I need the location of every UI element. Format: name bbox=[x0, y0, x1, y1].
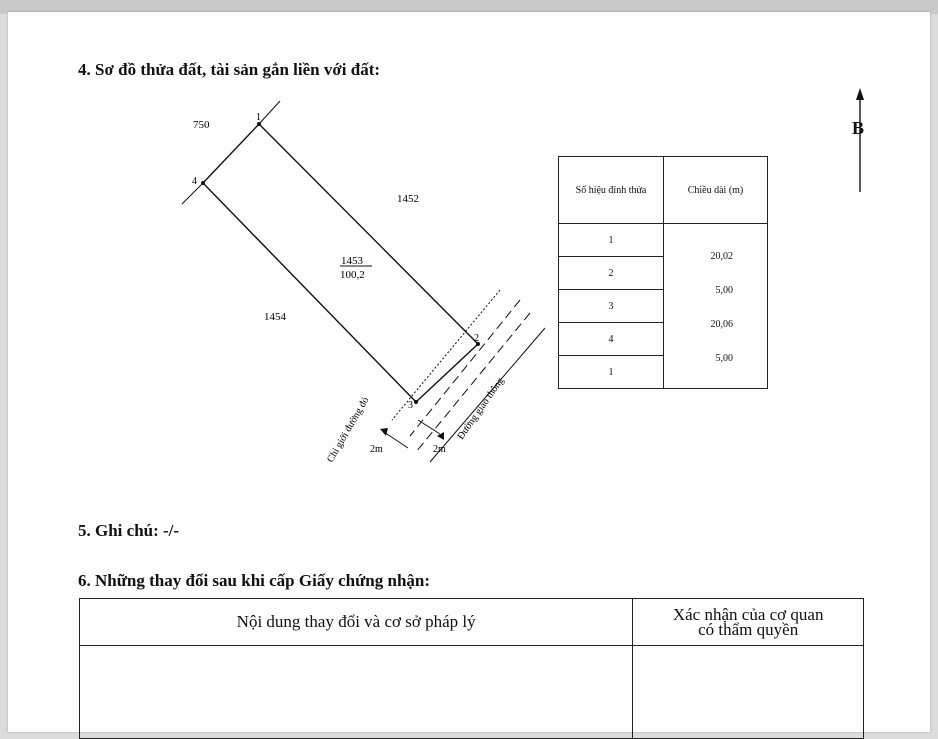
offset-arrow bbox=[380, 428, 388, 436]
parcel-edge-2-3 bbox=[416, 344, 478, 402]
offset-label-right: 2m bbox=[433, 444, 446, 455]
length-column bbox=[664, 224, 768, 389]
north-label: B bbox=[852, 118, 865, 138]
parcel-label-ne: 1452 bbox=[397, 193, 419, 205]
vertex-length-table bbox=[558, 156, 768, 389]
vertex-dot bbox=[414, 400, 418, 404]
parcel-id: 1453 bbox=[341, 255, 363, 267]
vertex-label-4: 4 bbox=[192, 176, 197, 187]
length-value: 20,02 bbox=[710, 251, 733, 262]
section-4-heading: 4. Sơ đồ thửa đất, tài sản gắn liền với đất: bbox=[78, 60, 381, 79]
vertex-cell: 4 bbox=[559, 323, 664, 356]
length-value: 5,00 bbox=[715, 353, 733, 364]
vertex-cell: 3 bbox=[559, 290, 664, 323]
vertex-cell: 1 bbox=[559, 224, 664, 257]
section-5-heading: 5. Ghi chú: -/- bbox=[78, 521, 180, 540]
length-header: Chiều dài (m) bbox=[664, 157, 768, 224]
parcel-label-nw: 750 bbox=[193, 119, 210, 131]
changes-confirmation-cell bbox=[633, 646, 864, 739]
changes-col-content: Nội dung thay đổi và cơ sở pháp lý bbox=[80, 599, 633, 646]
vertex-header: Số hiệu đỉnh thửa bbox=[559, 157, 664, 224]
offset-line bbox=[384, 432, 408, 448]
vertex-dot bbox=[201, 181, 205, 185]
offset-label-left: 2m bbox=[370, 444, 383, 455]
changes-content-cell bbox=[80, 646, 633, 739]
vertex-cell: 2 bbox=[559, 257, 664, 290]
parcel-area: 100,2 bbox=[340, 269, 365, 281]
vertex-label-3: 3 bbox=[408, 400, 413, 411]
vertex-label-2: 2 bbox=[474, 333, 479, 344]
red-boundary-label: Chỉ giới đường đỏ bbox=[325, 395, 372, 465]
confirmation-line-1: Xác nhận của cơ quan bbox=[672, 605, 824, 624]
road-label: Đường giao thông bbox=[455, 375, 507, 442]
vertex-cell: 1 bbox=[559, 356, 664, 389]
road-line bbox=[416, 313, 530, 452]
changes-table bbox=[79, 598, 864, 739]
confirmation-line-2: có thẩm quyền bbox=[698, 620, 799, 639]
extension-line bbox=[259, 101, 280, 124]
parcel-label-sw: 1454 bbox=[264, 311, 286, 323]
parcel-edge-3-4 bbox=[203, 183, 416, 402]
section-6-heading: 6. Những thay đổi sau khi cấp Giấy chứng nhận: bbox=[78, 571, 431, 590]
parcel-edge-1-2 bbox=[259, 124, 478, 344]
length-value: 5,00 bbox=[715, 285, 733, 296]
road-line bbox=[410, 300, 520, 436]
changes-col-confirmation bbox=[633, 599, 864, 646]
length-value: 20,06 bbox=[710, 319, 733, 330]
vertex-label-1: 1 bbox=[256, 112, 261, 123]
north-arrow-icon bbox=[856, 88, 864, 100]
parcel-edge-4-1 bbox=[203, 124, 259, 183]
